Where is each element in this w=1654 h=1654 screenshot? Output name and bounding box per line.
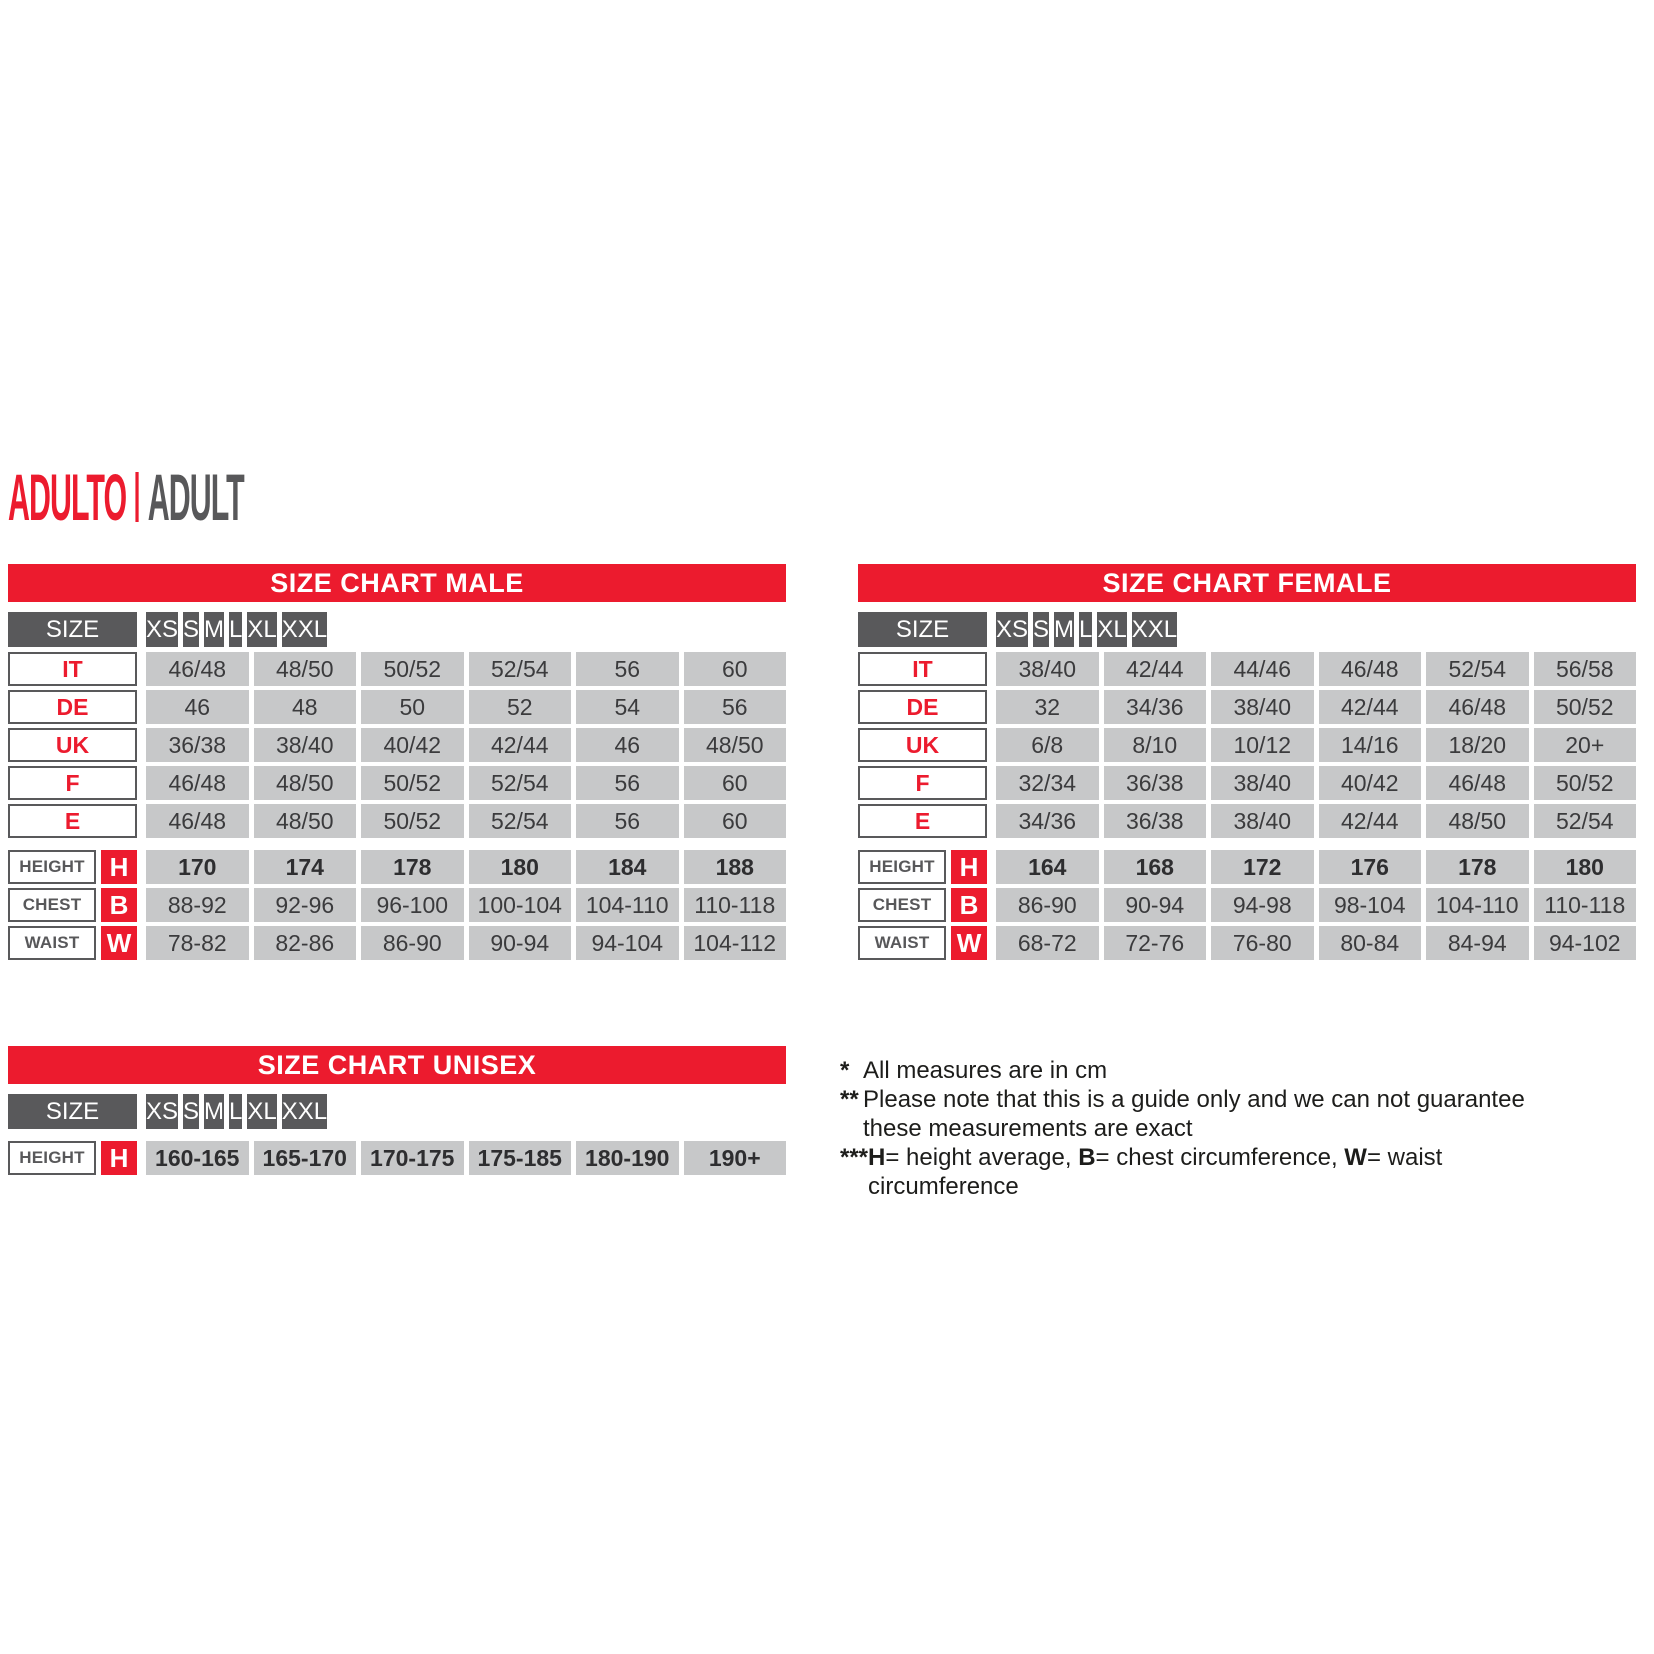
- measure-value-cell: 168: [1104, 850, 1207, 884]
- footnote: [840, 1056, 1552, 1085]
- size-value-cell: 10/12: [1211, 728, 1314, 762]
- measure-value-cell: 86-90: [361, 926, 464, 960]
- size-value-cell: 38/40: [1211, 690, 1314, 724]
- measure-value-cell: 92-96: [254, 888, 357, 922]
- page-title-secondary: ADULT: [147, 460, 244, 534]
- size-value-cell: 46/48: [146, 804, 249, 838]
- size-system-row: [858, 766, 1636, 800]
- size-header-cell: SIZE: [8, 1094, 137, 1129]
- size-value-cell: 38/40: [1211, 766, 1314, 800]
- size-system-row: [8, 804, 786, 838]
- footnote-segment: Please note that this is a guide only and we can not guarantee these measurements are exact: [863, 1086, 1525, 1142]
- size-value-cell: 18/20: [1426, 728, 1529, 762]
- measure-label-height: HEIGHT: [8, 850, 96, 884]
- page-title: [8, 460, 244, 534]
- size-value-cell: 46/48: [1426, 766, 1529, 800]
- measure-label-slot: [8, 888, 137, 922]
- size-value-cell: 46: [146, 690, 249, 724]
- size-value-cell: 48/50: [1426, 804, 1529, 838]
- col-header-xl: XL: [247, 1094, 276, 1129]
- measure-value-cell: 84-94: [1426, 926, 1529, 960]
- row-label-slot: [8, 804, 137, 838]
- size-value-cell: 50/52: [361, 652, 464, 686]
- footnote-segment: = height average,: [885, 1144, 1079, 1171]
- size-value-cell: 52/54: [469, 652, 572, 686]
- col-header-s: S: [1033, 612, 1049, 647]
- measure-label-slot: [8, 926, 137, 960]
- col-header-xs: XS: [146, 612, 178, 647]
- size-value-cell: 50/52: [361, 804, 464, 838]
- col-header-xl: XL: [247, 612, 276, 647]
- size-value-cell: 48/50: [254, 804, 357, 838]
- measure-value-cell: 82-86: [254, 926, 357, 960]
- measure-label-slot: [858, 888, 987, 922]
- size-value-cell: 38/40: [1211, 804, 1314, 838]
- col-header-xs: XS: [996, 612, 1028, 647]
- measure-value-cell: 72-76: [1104, 926, 1207, 960]
- size-value-cell: 32: [996, 690, 1099, 724]
- measure-value-cell: 90-94: [469, 926, 572, 960]
- measure-letter-b: B: [951, 888, 987, 922]
- table-header-row: [8, 1094, 786, 1129]
- row-label-slot: [858, 652, 987, 686]
- size-value-cell: 60: [684, 652, 787, 686]
- measure-letter-h: H: [101, 850, 137, 884]
- size-value-cell: 46/48: [1319, 652, 1422, 686]
- col-header-xxl: XXL: [282, 1094, 327, 1129]
- measure-letter-b: B: [101, 888, 137, 922]
- size-chart-male-table: [8, 564, 786, 964]
- measure-value-cell: 110-118: [684, 888, 787, 922]
- size-chart-unisex-table: [8, 1046, 786, 1179]
- row-label-de: DE: [8, 690, 137, 724]
- measure-value-cell: 100-104: [469, 888, 572, 922]
- size-value-cell: 56: [576, 652, 679, 686]
- size-value-cell: 46/48: [146, 652, 249, 686]
- col-header-m: M: [1054, 612, 1074, 647]
- row-label-slot: [858, 728, 987, 762]
- measure-row: [858, 926, 1636, 960]
- size-value-cell: 48/50: [254, 652, 357, 686]
- size-system-row: [858, 804, 1636, 838]
- size-value-cell: 52/54: [469, 766, 572, 800]
- col-header-l: L: [229, 612, 242, 647]
- row-label-slot: [858, 690, 987, 724]
- measure-row: [8, 926, 786, 960]
- col-header-m: M: [204, 1094, 224, 1129]
- footnote: [840, 1143, 1552, 1201]
- row-label-de: DE: [858, 690, 987, 724]
- size-value-cell: 50: [361, 690, 464, 724]
- measure-row: [858, 850, 1636, 884]
- row-label-it: IT: [858, 652, 987, 686]
- size-value-cell: 56: [684, 690, 787, 724]
- footnote: [840, 1085, 1552, 1143]
- size-value-cell: 54: [576, 690, 679, 724]
- size-value-cell: 34/36: [996, 804, 1099, 838]
- measure-value-cell: 178: [361, 850, 464, 884]
- measure-row: [8, 888, 786, 922]
- footnote-marker: **: [840, 1086, 859, 1113]
- measure-value-cell: 110-118: [1534, 888, 1637, 922]
- size-value-cell: 38/40: [996, 652, 1099, 686]
- measure-value-cell: 174: [254, 850, 357, 884]
- measure-value-cell: 176: [1319, 850, 1422, 884]
- size-value-cell: 42/44: [1319, 690, 1422, 724]
- size-value-cell: 48/50: [684, 728, 787, 762]
- size-system-row: [8, 728, 786, 762]
- size-value-cell: 56/58: [1534, 652, 1637, 686]
- measure-letter-w: W: [951, 926, 987, 960]
- measure-label-waist: WAIST: [8, 926, 96, 960]
- table-header-row: [858, 612, 1636, 647]
- size-system-row: [858, 652, 1636, 686]
- measure-value-cell: 160-165: [146, 1141, 249, 1175]
- page-title-primary: ADULTO: [8, 460, 127, 534]
- size-header-slot: [8, 1094, 137, 1129]
- measure-value-cell: 68-72: [996, 926, 1099, 960]
- table-title-bar: SIZE CHART UNISEX: [8, 1046, 786, 1084]
- size-value-cell: 48/50: [254, 766, 357, 800]
- footnote-text: [863, 1085, 1545, 1143]
- measure-value-cell: 104-110: [576, 888, 679, 922]
- size-system-row: [8, 766, 786, 800]
- size-value-cell: 32/34: [996, 766, 1099, 800]
- footnote-segment: = chest circumference,: [1095, 1144, 1345, 1171]
- size-value-cell: 46: [576, 728, 679, 762]
- measure-letter-h: H: [101, 1141, 137, 1175]
- size-header-cell: SIZE: [858, 612, 987, 647]
- size-system-row: [8, 690, 786, 724]
- measure-letter-h: H: [951, 850, 987, 884]
- measure-value-cell: 98-104: [1319, 888, 1422, 922]
- size-value-cell: 46/48: [1426, 690, 1529, 724]
- size-value-cell: 44/46: [1211, 652, 1314, 686]
- size-value-cell: 36/38: [146, 728, 249, 762]
- size-header-slot: [858, 612, 987, 647]
- row-label-uk: UK: [858, 728, 987, 762]
- size-value-cell: 56: [576, 804, 679, 838]
- footnote-segment: = waist circumference: [868, 1144, 1443, 1200]
- size-value-cell: 56: [576, 766, 679, 800]
- measure-value-cell: 180: [1534, 850, 1637, 884]
- col-header-xxl: XXL: [282, 612, 327, 647]
- measure-value-cell: 78-82: [146, 926, 249, 960]
- measure-row: [8, 1141, 786, 1175]
- size-value-cell: 52: [469, 690, 572, 724]
- row-label-e: E: [8, 804, 137, 838]
- measure-row: [8, 850, 786, 884]
- measure-value-cell: 76-80: [1211, 926, 1314, 960]
- measure-value-cell: 188: [684, 850, 787, 884]
- size-value-cell: 40/42: [361, 728, 464, 762]
- measure-value-cell: 164: [996, 850, 1099, 884]
- measure-label-waist: WAIST: [858, 926, 946, 960]
- col-header-s: S: [183, 1094, 199, 1129]
- col-header-m: M: [204, 612, 224, 647]
- row-label-slot: [858, 766, 987, 800]
- measure-letter-w: W: [101, 926, 137, 960]
- table-title-bar: SIZE CHART FEMALE: [858, 564, 1636, 602]
- row-label-it: IT: [8, 652, 137, 686]
- measure-value-cell: 104-112: [684, 926, 787, 960]
- measure-row: [858, 888, 1636, 922]
- measure-value-cell: 190+: [684, 1141, 787, 1175]
- measure-value-cell: 165-170: [254, 1141, 357, 1175]
- footnotes: [840, 1056, 1552, 1201]
- size-value-cell: 20+: [1534, 728, 1637, 762]
- measure-value-cell: 88-92: [146, 888, 249, 922]
- size-value-cell: 50/52: [1534, 690, 1637, 724]
- size-value-cell: 48: [254, 690, 357, 724]
- title-divider-bar: [135, 472, 138, 522]
- size-value-cell: 36/38: [1104, 804, 1207, 838]
- row-label-slot: [8, 766, 137, 800]
- footnote-text: [863, 1056, 1545, 1085]
- footnote-segment: W: [1344, 1144, 1367, 1171]
- table-title-bar: SIZE CHART MALE: [8, 564, 786, 602]
- footnote-marker: ***: [840, 1144, 869, 1171]
- measure-value-cell: 184: [576, 850, 679, 884]
- size-system-row: [858, 728, 1636, 762]
- measure-value-cell: 96-100: [361, 888, 464, 922]
- col-header-s: S: [183, 612, 199, 647]
- size-value-cell: 38/40: [254, 728, 357, 762]
- size-value-cell: 14/16: [1319, 728, 1422, 762]
- measure-label-chest: CHEST: [8, 888, 96, 922]
- row-label-f: F: [858, 766, 987, 800]
- size-value-cell: 52/54: [1426, 652, 1529, 686]
- footnote-segment: All measures are in cm: [863, 1057, 1108, 1084]
- row-label-slot: [8, 728, 137, 762]
- col-header-l: L: [1079, 612, 1092, 647]
- measure-label-height: HEIGHT: [8, 1141, 96, 1175]
- size-chart-female-table: [858, 564, 1636, 964]
- measure-label-chest: CHEST: [858, 888, 946, 922]
- size-value-cell: 42/44: [1104, 652, 1207, 686]
- row-label-uk: UK: [8, 728, 137, 762]
- measure-value-cell: 170: [146, 850, 249, 884]
- measure-value-cell: 86-90: [996, 888, 1099, 922]
- size-value-cell: 42/44: [469, 728, 572, 762]
- footnote-text: [868, 1143, 1550, 1201]
- measure-value-cell: 104-110: [1426, 888, 1529, 922]
- table-header-row: [8, 612, 786, 647]
- size-value-cell: 34/36: [1104, 690, 1207, 724]
- row-label-f: F: [8, 766, 137, 800]
- measure-label-height: HEIGHT: [858, 850, 946, 884]
- size-value-cell: 52/54: [469, 804, 572, 838]
- measure-label-slot: [8, 1141, 137, 1175]
- col-header-xxl: XXL: [1132, 612, 1177, 647]
- size-value-cell: 46/48: [146, 766, 249, 800]
- row-label-slot: [8, 652, 137, 686]
- size-value-cell: 60: [684, 804, 787, 838]
- measure-value-cell: 94-102: [1534, 926, 1637, 960]
- row-label-slot: [858, 804, 987, 838]
- size-value-cell: 50/52: [1534, 766, 1637, 800]
- measure-value-cell: 180: [469, 850, 572, 884]
- row-label-e: E: [858, 804, 987, 838]
- col-header-xl: XL: [1097, 612, 1126, 647]
- size-value-cell: 6/8: [996, 728, 1099, 762]
- measure-value-cell: 175-185: [469, 1141, 572, 1175]
- size-header-cell: SIZE: [8, 612, 137, 647]
- size-value-cell: 52/54: [1534, 804, 1637, 838]
- measure-value-cell: 170-175: [361, 1141, 464, 1175]
- footnote-segment: H: [868, 1144, 886, 1171]
- measure-label-slot: [858, 850, 987, 884]
- measure-value-cell: 172: [1211, 850, 1314, 884]
- size-system-row: [858, 690, 1636, 724]
- size-value-cell: 42/44: [1319, 804, 1422, 838]
- measure-label-slot: [8, 850, 137, 884]
- size-value-cell: 40/42: [1319, 766, 1422, 800]
- measure-label-slot: [858, 926, 987, 960]
- measure-value-cell: 94-104: [576, 926, 679, 960]
- footnote-segment: B: [1078, 1144, 1096, 1171]
- measure-value-cell: 90-94: [1104, 888, 1207, 922]
- footnote-marker: *: [840, 1057, 850, 1084]
- measure-value-cell: 80-84: [1319, 926, 1422, 960]
- size-system-row: [8, 652, 786, 686]
- col-header-l: L: [229, 1094, 242, 1129]
- size-value-cell: 8/10: [1104, 728, 1207, 762]
- size-value-cell: 60: [684, 766, 787, 800]
- row-label-slot: [8, 690, 137, 724]
- size-header-slot: [8, 612, 137, 647]
- measure-value-cell: 178: [1426, 850, 1529, 884]
- measure-value-cell: 180-190: [576, 1141, 679, 1175]
- measure-value-cell: 94-98: [1211, 888, 1314, 922]
- size-value-cell: 50/52: [361, 766, 464, 800]
- col-header-xs: XS: [146, 1094, 178, 1129]
- size-value-cell: 36/38: [1104, 766, 1207, 800]
